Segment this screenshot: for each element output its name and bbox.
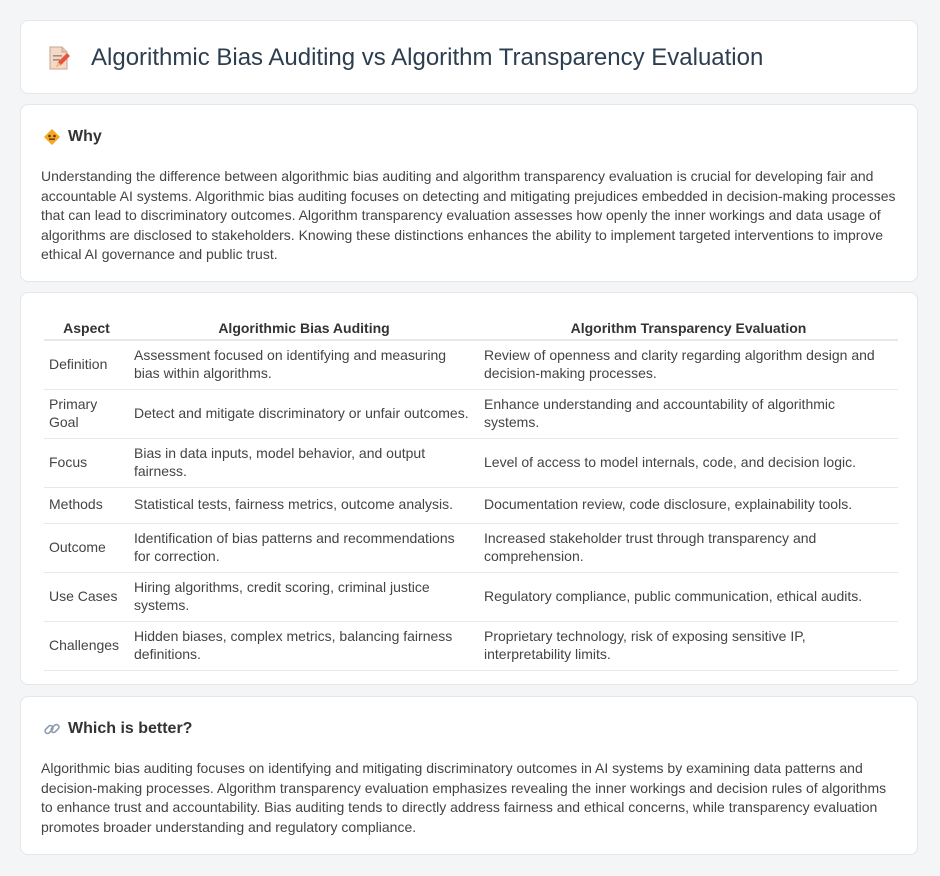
bias-auditing-cell: Bias in data inputs, model behavior, and output fairness. — [129, 438, 479, 487]
transparency-cell: Review of openness and clarity regarding algorithm design and decision-making processes. — [479, 340, 898, 389]
table-row — [44, 389, 898, 438]
page-title: Algorithmic Bias Auditing vs Algorithm Transparency Evaluation — [91, 44, 764, 71]
bias-auditing-cell: Assessment focused on identifying and measuring bias within algorithms. — [129, 340, 479, 389]
aspect-cell: Primary Goal — [44, 389, 129, 438]
transparency-cell: Documentation review, code disclosure, explainability tools. — [479, 487, 898, 523]
column-header-transparency-evaluation: Algorithm Transparency Evaluation — [479, 315, 898, 340]
transparency-cell: Increased stakeholder trust through transparency and comprehension. — [479, 523, 898, 572]
column-header-aspect: Aspect — [44, 315, 129, 340]
document-pencil-icon — [47, 45, 71, 71]
why-section — [20, 104, 918, 282]
transparency-cell: Enhance understanding and accountability of algorithmic systems. — [479, 389, 898, 438]
bias-auditing-cell: Identification of bias patterns and recommendations for correction. — [129, 523, 479, 572]
comparison-table-card — [20, 292, 918, 685]
table-row — [44, 438, 898, 487]
why-title: Why — [68, 128, 102, 145]
which-is-better-title: Which is better? — [68, 720, 193, 737]
header-card — [20, 20, 918, 94]
aspect-cell: Challenges — [44, 621, 129, 670]
why-text: Understanding the difference between algorithmic bias auditing and algorithm transparency evaluation is crucial for developing fair and accountable AI systems. Algorithmic bias auditing focuses on detecting and mitigating prejudices embedded in decision-making processes that can lead to discriminatory outcomes. Algorithm transparency evaluation assesses how openly the inner workings and data usage of algorithms are disclosed to stakeholders. Knowing these distinctions enhances the ability to implement targeted interventions to improve ethical AI governance and public trust. — [41, 168, 896, 263]
aspect-cell: Focus — [44, 438, 129, 487]
which-is-better-section — [20, 696, 918, 855]
which-is-better-text: Algorithmic bias auditing focuses on identifying and mitigating discriminatory outcomes in AI systems by examining data patterns and decision-making processes. Algorithm transparency evaluation emphasizes revealing the inner workings and decision rules of algorithms to enhance trust and accountability. Bias auditing tends to directly address fairness and ethical concerns, while transparency evaluation promotes broader understanding and regulatory compliance. — [41, 760, 887, 835]
aspect-cell: Use Cases — [44, 572, 129, 621]
bias-auditing-cell: Hiring algorithms, credit scoring, criminal justice systems. — [129, 572, 479, 621]
table-row — [44, 621, 898, 670]
table-row — [44, 572, 898, 621]
aspect-cell: Definition — [44, 340, 129, 389]
column-header-bias-auditing: Algorithmic Bias Auditing — [129, 315, 479, 340]
warning-diamond-icon — [43, 128, 61, 146]
table-header-row — [44, 315, 898, 340]
comparison-table — [44, 315, 898, 671]
transparency-cell: Regulatory compliance, public communication, ethical audits. — [479, 572, 898, 621]
aspect-cell: Outcome — [44, 523, 129, 572]
transparency-cell: Level of access to model internals, code, and decision logic. — [479, 438, 898, 487]
table-row — [44, 523, 898, 572]
table-row — [44, 487, 898, 523]
transparency-cell: Proprietary technology, risk of exposing sensitive IP, interpretability limits. — [479, 621, 898, 670]
table-row — [44, 340, 898, 389]
bias-auditing-cell: Hidden biases, complex metrics, balancing fairness definitions. — [129, 621, 479, 670]
link-icon — [43, 720, 61, 738]
aspect-cell: Methods — [44, 487, 129, 523]
bias-auditing-cell: Statistical tests, fairness metrics, outcome analysis. — [129, 487, 479, 523]
bias-auditing-cell: Detect and mitigate discriminatory or unfair outcomes. — [129, 389, 479, 438]
